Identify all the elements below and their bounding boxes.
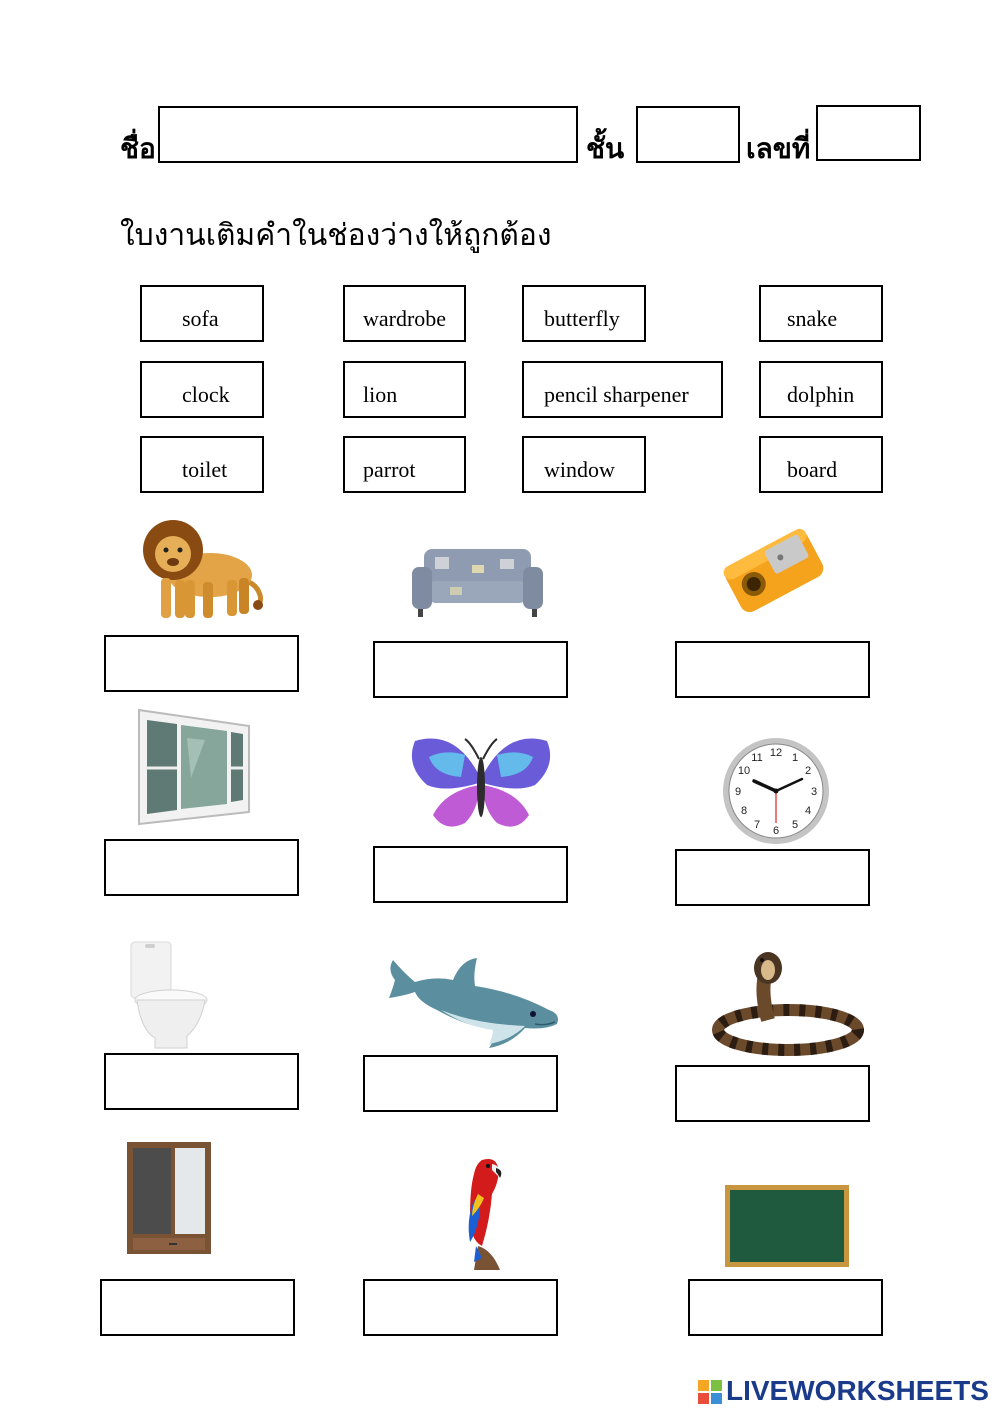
number-label: เลขที่ — [746, 132, 811, 165]
answer-input-wardrobe[interactable] — [100, 1279, 295, 1336]
toilet-icon — [125, 940, 210, 1050]
word-bank-item: sofa — [140, 285, 264, 342]
word-bank-item: dolphin — [759, 361, 883, 418]
name-label: ชื่อ — [120, 132, 156, 165]
clock-number: 5 — [791, 819, 799, 831]
clock-number: 11 — [751, 752, 763, 764]
number-input[interactable] — [816, 105, 921, 161]
clock-number: 3 — [810, 786, 818, 798]
clock-number: 10 — [737, 765, 751, 777]
board-icon — [725, 1185, 849, 1267]
clock-number: 2 — [804, 765, 812, 777]
clock-number: 7 — [753, 819, 761, 831]
clock-number: 12 — [769, 747, 783, 759]
word-bank-item: toilet — [140, 436, 264, 493]
word-bank-item: lion — [343, 361, 466, 418]
answer-input-window[interactable] — [104, 839, 299, 896]
word-bank-item: wardrobe — [343, 285, 466, 342]
sofa-icon — [410, 545, 545, 620]
word-bank-item: parrot — [343, 436, 466, 493]
answer-input-lion[interactable] — [104, 635, 299, 692]
answer-input-board[interactable] — [688, 1279, 883, 1336]
class-label: ชั้น — [586, 132, 625, 165]
word-bank-item: snake — [759, 285, 883, 342]
liveworksheets-logo-icon — [698, 1380, 722, 1404]
word-bank-item: butterfly — [522, 285, 646, 342]
answer-input-snake[interactable] — [675, 1065, 870, 1122]
butterfly-icon — [405, 735, 557, 833]
clock-number: 6 — [772, 825, 780, 837]
answer-input-parrot[interactable] — [363, 1279, 558, 1336]
dolphin-icon — [385, 952, 563, 1056]
answer-input-pencil-sharpener[interactable] — [675, 641, 870, 698]
liveworksheets-brand[interactable]: LIVEWORKSHEETS — [726, 1375, 989, 1406]
pencil-sharpener-icon — [718, 515, 830, 627]
answer-input-butterfly[interactable] — [373, 846, 568, 903]
lion-icon — [135, 510, 270, 625]
clock-number: 4 — [804, 805, 812, 817]
clock-number: 8 — [740, 805, 748, 817]
snake-icon — [708, 950, 858, 1055]
window-icon — [135, 708, 253, 826]
instruction-title: ใบงานเติมคำในช่องว่างให้ถูกต้อง — [120, 218, 552, 253]
word-bank-item: window — [522, 436, 646, 493]
clock-number: 9 — [734, 786, 742, 798]
answer-input-sofa[interactable] — [373, 641, 568, 698]
class-input[interactable] — [636, 106, 740, 163]
clock-icon — [720, 735, 832, 847]
word-bank-item: clock — [140, 361, 264, 418]
clock-number: 1 — [791, 752, 799, 764]
wardrobe-icon — [125, 1140, 213, 1256]
answer-input-dolphin[interactable] — [363, 1055, 558, 1112]
answer-input-clock[interactable] — [675, 849, 870, 906]
word-bank-item: board — [759, 436, 883, 493]
answer-input-toilet[interactable] — [104, 1053, 299, 1110]
name-input[interactable] — [158, 106, 578, 163]
word-bank-item: pencil sharpener — [522, 361, 723, 418]
parrot-icon — [452, 1150, 518, 1272]
